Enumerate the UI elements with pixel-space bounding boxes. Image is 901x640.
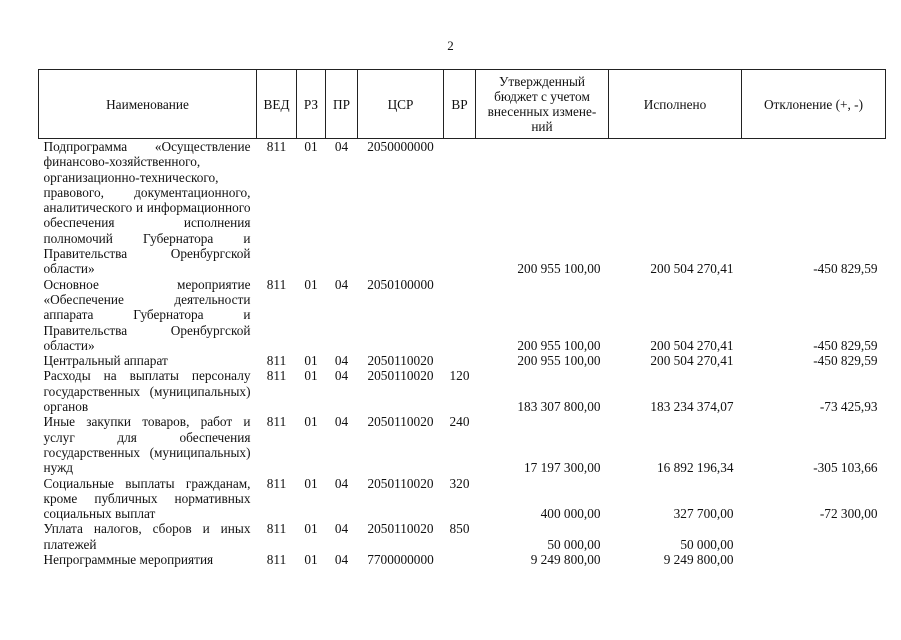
header-csr: ЦСР (358, 70, 444, 139)
row-pr: 04 (334, 521, 349, 537)
row-pr: 04 (334, 368, 349, 384)
row-pr: 04 (334, 552, 349, 568)
header-name: Наименование (39, 70, 257, 139)
header-executed: Исполнено (609, 70, 742, 139)
row-ved: 811 (266, 139, 287, 154)
header-pr: ПР (326, 70, 358, 139)
row-deviation: -72 300,00 (819, 506, 878, 522)
header-rz: РЗ (297, 70, 326, 139)
table-row (39, 476, 886, 522)
row-rz: 01 (304, 276, 318, 292)
header-approved: Утвержденный бюджет с учетом внесенных измене-ний (476, 70, 609, 139)
row-rz: 01 (304, 414, 318, 430)
table-row (39, 368, 886, 414)
row-executed: 50 000,00 (680, 536, 734, 552)
row-pr: 04 (334, 414, 349, 430)
row-pr: 04 (334, 353, 349, 369)
row-ved: 811 (266, 276, 287, 292)
row-deviation: -73 425,93 (819, 399, 878, 415)
row-approved: 17 197 300,00 (524, 460, 601, 476)
row-executed: 327 700,00 (673, 506, 734, 522)
table-row (39, 414, 886, 475)
row-vr: 320 (449, 475, 470, 491)
table-header-row (39, 70, 886, 139)
row-vr: 850 (449, 521, 470, 537)
row-ved: 811 (266, 414, 287, 430)
row-executed: 200 504 270,41 (650, 353, 734, 369)
row-name: Иные закупки товаров, работ и услуг для обеспечения государственных (муниципальных) нужд (43, 414, 251, 476)
row-approved: 183 307 800,00 (517, 399, 601, 415)
row-ved: 811 (266, 353, 287, 369)
row-deviation: -450 829,59 (813, 337, 878, 353)
row-csr: 2050110020 (367, 521, 434, 537)
row-approved: 200 955 100,00 (517, 261, 601, 277)
row-csr: 2050110020 (367, 475, 434, 491)
header-deviation: Отклонение (+, -) (742, 70, 886, 139)
page-number: 2 (447, 38, 454, 53)
row-vr (444, 353, 476, 368)
row-ved: 811 (266, 475, 287, 491)
row-rz: 01 (304, 521, 318, 537)
row-deviation: -450 829,59 (813, 261, 878, 277)
row-vr: 240 (449, 414, 470, 430)
row-deviation (742, 552, 886, 567)
row-rz: 01 (304, 475, 318, 491)
row-csr: 2050110020 (367, 353, 434, 369)
table-row (39, 139, 886, 277)
row-executed: 183 234 374,07 (650, 399, 734, 415)
row-deviation (742, 521, 886, 552)
row-rz: 01 (304, 368, 318, 384)
row-executed: 200 504 270,41 (650, 337, 734, 353)
row-name: Непрограммные мероприятия (43, 552, 214, 568)
row-vr (444, 139, 476, 277)
row-approved: 200 955 100,00 (517, 337, 601, 353)
row-name: Основное мероприятие «Обеспечение деятельности аппарата Губернатора и Правительства Оренбургской области» (43, 276, 251, 353)
table-row (39, 277, 886, 353)
row-vr: 120 (449, 368, 470, 384)
row-csr: 7700000000 (367, 552, 434, 568)
row-csr: 2050110020 (367, 414, 434, 430)
row-ved: 811 (266, 368, 287, 384)
row-deviation: -305 103,66 (813, 460, 878, 476)
row-approved: 50 000,00 (547, 536, 601, 552)
row-pr: 04 (334, 475, 349, 491)
row-pr: 04 (334, 139, 349, 154)
row-approved: 9 249 800,00 (530, 552, 601, 568)
row-executed: 200 504 270,41 (650, 261, 734, 277)
row-vr (444, 552, 476, 567)
budget-execution-table (38, 69, 886, 567)
table-row (39, 353, 886, 368)
row-name: Центральный аппарат (43, 353, 168, 369)
row-approved: 400 000,00 (540, 506, 601, 522)
row-name: Подпрограмма «Осуществление финансово-хозяйственного, организационно-технического, правового, документационного, аналитического и информационного обеспечения исполнения полномочий Губернатора и Правительства Оренбургской области» (43, 139, 251, 277)
row-name: Социальные выплаты гражданам, кроме публичных нормативных социальных выплат (43, 475, 251, 522)
row-executed: 9 249 800,00 (663, 552, 734, 568)
row-csr: 2050100000 (367, 276, 434, 292)
row-pr: 04 (334, 276, 349, 292)
row-deviation: -450 829,59 (813, 353, 878, 369)
table-body (39, 139, 886, 568)
table-row (39, 552, 886, 567)
row-vr (444, 277, 476, 353)
header-ved: ВЕД (257, 70, 297, 139)
table-row (39, 521, 886, 552)
row-rz: 01 (304, 353, 318, 369)
row-csr: 2050110020 (367, 368, 434, 384)
row-ved: 811 (266, 521, 287, 537)
row-name: Расходы на выплаты персоналу государственных (муниципальных) органов (43, 368, 251, 415)
row-name: Уплата налогов, сборов и иных платежей (43, 521, 251, 552)
row-approved: 200 955 100,00 (517, 353, 601, 369)
header-vr: ВР (444, 70, 476, 139)
row-rz: 01 (304, 552, 318, 568)
row-rz: 01 (304, 139, 318, 154)
row-executed: 16 892 196,34 (657, 460, 734, 476)
row-ved: 811 (266, 552, 287, 568)
row-csr: 2050000000 (367, 139, 434, 154)
